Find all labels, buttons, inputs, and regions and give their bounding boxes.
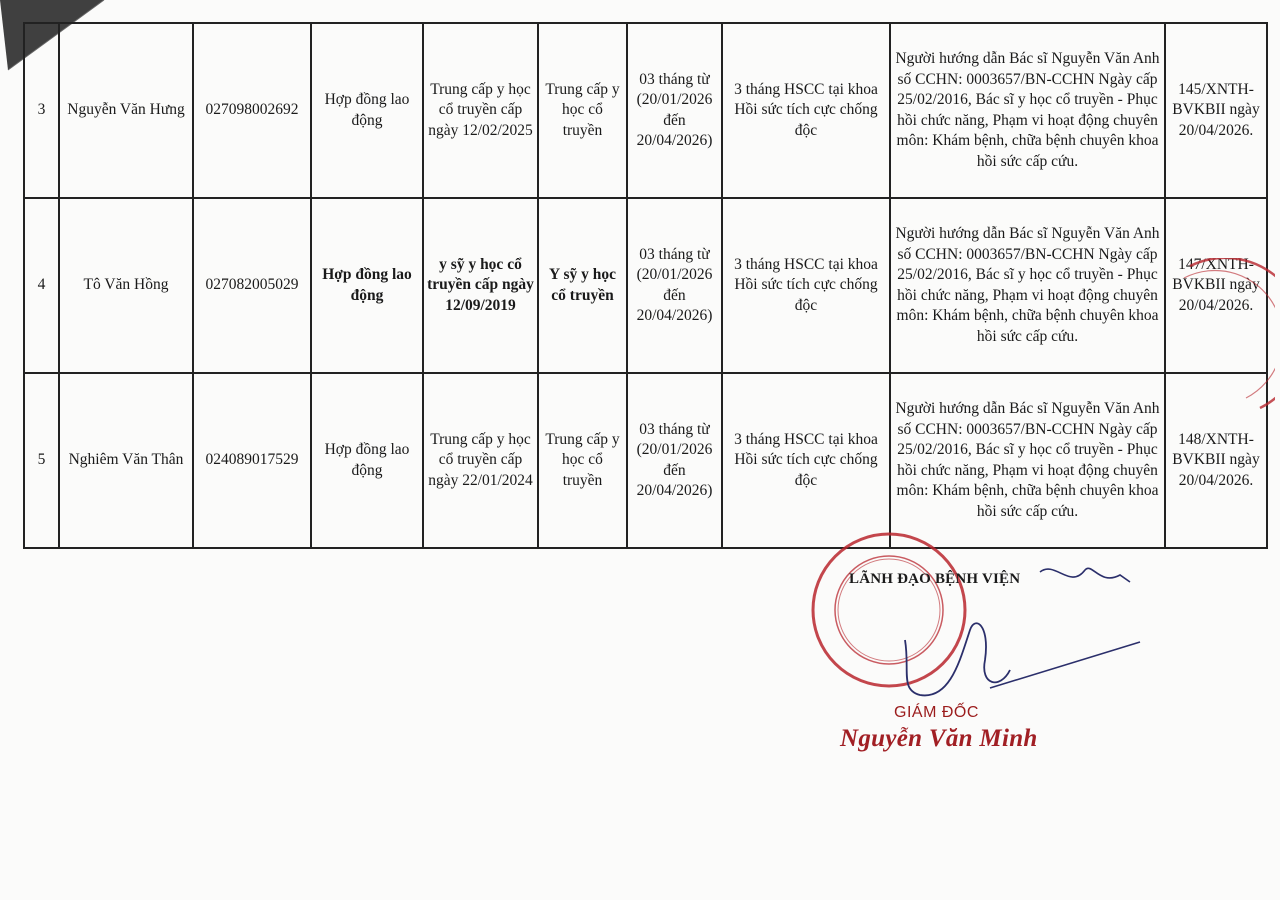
signature-block [800,520,1200,780]
partial-stamp-seal [1180,258,1275,418]
director-name: Nguyễn Văn Minh [840,725,1038,752]
leadership-heading: LÃNH ĐẠO BỆNH VIỆN [849,571,1021,587]
staff-name: Nghiêm Văn Thân [59,373,193,548]
id-number: 027082005029 [193,198,311,373]
contract-type: Hợp đồng lao động [311,198,423,373]
contract-type: Hợp đồng lao động [311,373,423,548]
decision-number: 145/XNTH-BVKBII ngày 20/04/2026. [1165,23,1267,198]
row-number: 3 [24,23,59,198]
row-number: 4 [24,198,59,373]
practice-scope: Trung cấp y học cổ truyền [538,23,627,198]
director-title: GIÁM ĐỐC [894,704,979,721]
practice-content: 3 tháng HSCC tại khoa Hồi sức tích cực chống độc [722,198,890,373]
staff-name: Tô Văn Hồng [59,198,193,373]
supervisor-info: Người hướng dẫn Bác sĩ Nguyễn Văn Anh số CCHN: 0003657/BN-CCHN Ngày cấp 25/02/2016, Bác sĩ y học cổ truyền - Phục hồi chức năng, Phạm vi hoạt động chuyên môn: Khám bệnh, chữa bệnh chuyên khoa hồi sức cấp cứu. [890,23,1165,198]
practice-period: 03 tháng từ (20/01/2026 đến 20/04/2026) [627,198,722,373]
table-row [24,23,1267,198]
practice-period: 03 tháng từ (20/01/2026 đến 20/04/2026) [627,373,722,548]
qualification: Trung cấp y học cổ truyền cấp ngày 22/01/2024 [423,373,538,548]
staff-name: Nguyễn Văn Hưng [59,23,193,198]
supervisor-info: Người hướng dẫn Bác sĩ Nguyễn Văn Anh số CCHN: 0003657/BN-CCHN Ngày cấp 25/02/2016, Bác sĩ y học cổ truyền - Phục hồi chức năng, Phạm vi hoạt động chuyên môn: Khám bệnh, chữa bệnh chuyên khoa hồi sức cấp cứu. [890,373,1165,548]
decision-number: 148/XNTH-BVKBII ngày 20/04/2026. [1165,373,1267,548]
contract-type: Hợp đồng lao động [311,23,423,198]
qualification: y sỹ y học cổ truyền cấp ngày 12/09/2019 [423,198,538,373]
row-number: 5 [24,373,59,548]
practice-period: 03 tháng từ (20/01/2026 đến 20/04/2026) [627,23,722,198]
table-row [24,198,1267,373]
id-number: 024089017529 [193,373,311,548]
practice-content: 3 tháng HSCC tại khoa Hồi sức tích cực chống độc [722,23,890,198]
practice-content: 3 tháng HSCC tại khoa Hồi sức tích cực chống độc [722,373,890,548]
qualification: Trung cấp y học cổ truyền cấp ngày 12/02/2025 [423,23,538,198]
supervisor-info: Người hướng dẫn Bác sĩ Nguyễn Văn Anh số CCHN: 0003657/BN-CCHN Ngày cấp 25/02/2016, Bác sĩ y học cổ truyền - Phục hồi chức năng, Phạm vi hoạt động chuyên môn: Khám bệnh, chữa bệnh chuyên khoa hồi sức cấp cứu. [890,198,1165,373]
practice-scope: Y sỹ y học cổ truyền [538,198,627,373]
registration-table [23,22,1268,549]
practice-scope: Trung cấp y học cổ truyền [538,373,627,548]
decision-number: 147/XNTH-BVKBII ngày 20/04/2026. [1165,198,1267,373]
id-number: 027098002692 [193,23,311,198]
